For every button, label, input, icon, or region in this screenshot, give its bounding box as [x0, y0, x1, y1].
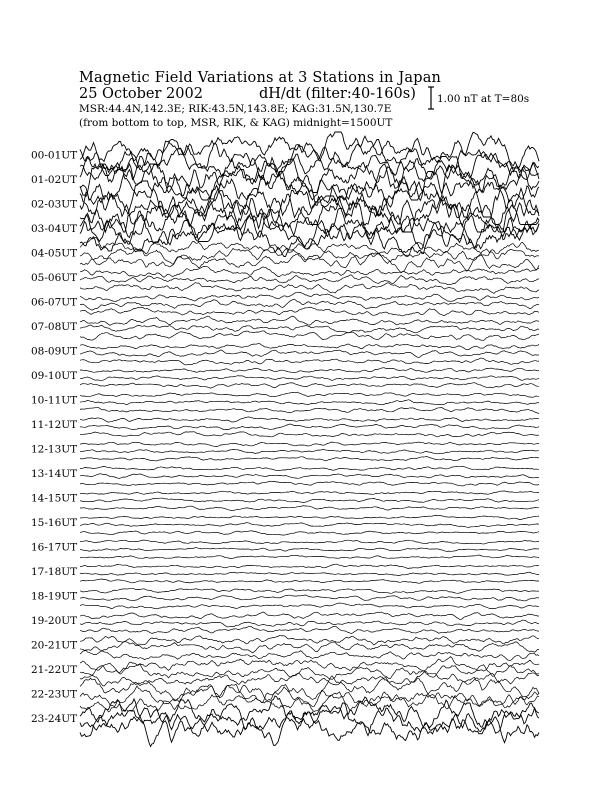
station-trace-kag — [80, 442, 539, 447]
station-trace-msr — [80, 651, 539, 661]
hour-label: 23-24UT — [31, 713, 78, 725]
station-trace-msr — [80, 383, 539, 389]
station-trace-msr — [80, 626, 539, 633]
station-trace-kag — [80, 392, 539, 397]
station-trace-msr — [80, 603, 539, 609]
hour-label: 09-10UT — [31, 370, 78, 382]
station-trace-msr — [80, 432, 539, 437]
station-trace-rik — [80, 572, 539, 575]
station-trace-msr — [80, 307, 539, 316]
hour-label: 21-22UT — [31, 664, 78, 676]
station-trace-kag — [80, 316, 539, 325]
hour-label: 03-04UT — [31, 223, 78, 235]
station-trace-kag — [80, 676, 539, 701]
station-trace-msr — [80, 506, 539, 511]
hour-label: 19-20UT — [31, 615, 78, 627]
station-trace-rik — [80, 400, 539, 405]
station-trace-kag — [80, 657, 539, 675]
station-trace-msr — [80, 457, 539, 461]
station-coordinates: MSR:44.4N,142.3E; RIK:43.5N,143.8E; KAG:31.5N,130.7E — [79, 103, 392, 115]
station-trace-kag — [80, 292, 539, 301]
station-trace-rik — [80, 498, 539, 503]
station-trace-rik — [80, 299, 539, 310]
station-trace-kag — [80, 417, 539, 422]
hour-label: 01-02UT — [31, 174, 78, 186]
station-trace-rik — [80, 424, 539, 430]
station-trace-rik — [80, 664, 539, 679]
hour-label-group — [31, 150, 77, 726]
station-trace-rik — [80, 213, 539, 249]
hour-label: 11-12UT — [31, 419, 78, 431]
station-trace-kag — [80, 564, 539, 568]
hour-label: 10-11UT — [31, 394, 78, 407]
station-trace-rik — [80, 641, 539, 653]
station-trace-msr — [80, 358, 539, 365]
station-order-note: (from bottom to top, MSR, RIK, & KAG) midnight=1500UT — [79, 117, 393, 129]
station-trace-kag — [80, 612, 539, 620]
station-trace-rik — [80, 620, 539, 627]
hour-label: 02-03UT — [31, 198, 78, 211]
hour-label: 20-21UT — [31, 639, 78, 652]
station-trace-kag — [80, 540, 539, 544]
station-trace-kag — [80, 466, 539, 470]
hour-label: 06-07UT — [31, 296, 78, 309]
hour-label: 16-17UT — [31, 541, 78, 554]
hour-label: 08-09UT — [31, 345, 78, 358]
station-trace-kag — [80, 588, 539, 593]
hour-label: 15-16UT — [31, 517, 78, 529]
station-trace-rik — [80, 449, 539, 453]
station-trace-msr — [80, 555, 539, 559]
station-trace-rik — [80, 523, 539, 528]
hour-label: 00-01UT — [31, 149, 78, 162]
station-trace-rik — [80, 275, 539, 285]
hour-label: 22-23UT — [31, 688, 78, 701]
chart-filter-note: dH/dt (filter:40-160s) — [259, 86, 416, 102]
station-trace-rik — [80, 325, 539, 333]
scale-label: 1.00 nT at T=80s — [437, 93, 530, 105]
station-trace-kag — [80, 368, 539, 373]
chart-date: 25 October 2002 — [79, 86, 203, 102]
hour-label: 04-05UT — [31, 247, 78, 260]
station-trace-rik — [80, 703, 539, 736]
station-trace-rik — [80, 548, 539, 552]
hour-label: 14-15UT — [31, 492, 78, 505]
hour-label: 05-06UT — [31, 272, 78, 284]
station-trace-kag — [80, 491, 539, 494]
chart-title: Magnetic Field Variations at 3 Stations in Japan — [79, 70, 442, 86]
station-trace-rik — [80, 376, 539, 381]
station-trace-msr — [80, 407, 539, 413]
station-trace-msr — [80, 331, 539, 341]
hour-label: 18-19UT — [31, 590, 78, 603]
station-trace-msr — [80, 481, 539, 486]
station-trace-rik — [80, 474, 539, 479]
hour-label: 07-08UT — [31, 321, 78, 333]
station-trace-kag — [80, 696, 539, 732]
station-trace-rik — [80, 595, 539, 601]
hour-label: 13-14UT — [31, 468, 78, 480]
station-trace-kag — [80, 343, 539, 349]
hour-label: 17-18UT — [31, 566, 78, 578]
station-trace-msr — [80, 579, 539, 583]
station-trace-msr — [80, 692, 539, 712]
station-trace-kag — [80, 515, 539, 519]
trace-group — [80, 132, 539, 747]
station-trace-rik — [80, 350, 539, 358]
hour-label: 12-13UT — [31, 443, 78, 456]
station-trace-msr — [80, 283, 539, 294]
station-trace-msr — [80, 531, 539, 535]
station-trace-kag — [80, 635, 539, 645]
